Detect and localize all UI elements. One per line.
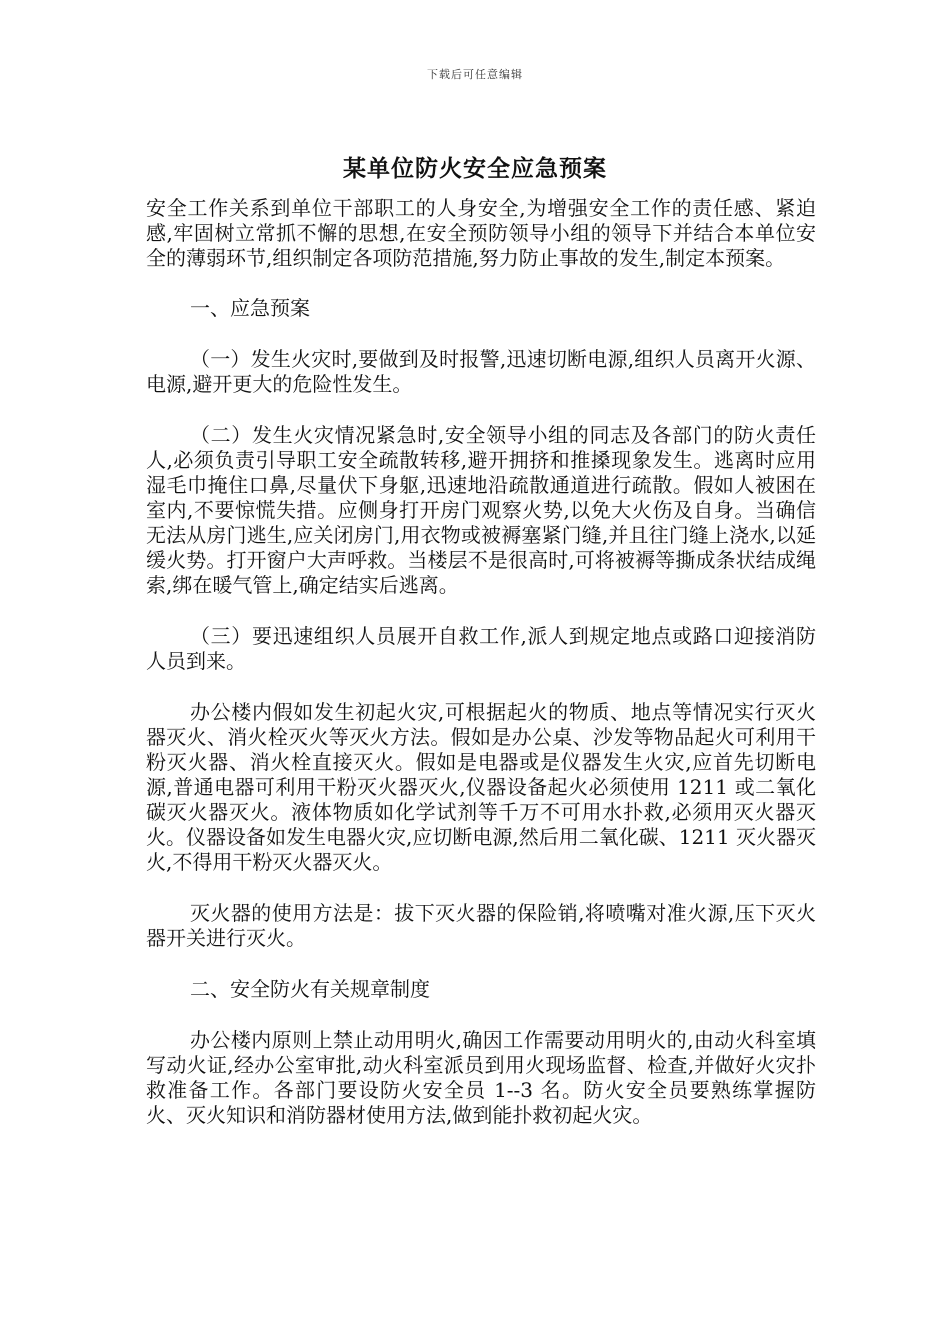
- header-note: 下载后可任意编辑: [427, 68, 523, 81]
- rules-paragraph: 办公楼内原则上禁止动用明火,确因工作需要动用明火的,由动火科室填写动火证,经办公室审批,动火科室派员到用火现场监督、检查,并做好火灾扑救准备工作。各部门要设防火安全员 1--3 名。防火安全员要熟练掌握防火、灭火知识和消防器材使用方法,做到能扑救初起火灾。: [146, 1028, 816, 1127]
- intro-paragraph: 安全工作关系到单位干部职工的人身安全,为增强安全工作的责任感、紧迫感,牢固树立常抓不懈的思想,在安全预防领导小组的领导下并结合本单位安全的薄弱环节,组织制定各项防范措施,努力防止事故的发生,制定本预案。: [146, 196, 816, 270]
- document-title: 某单位防火安全应急预案: [343, 155, 607, 182]
- item-1-paragraph: （一）发生火灾时,要做到及时报警,迅速切断电源,组织人员离开火源、电源,避开更大的危险性发生。: [146, 347, 816, 396]
- section-2-heading: 二、安全防火有关规章制度: [190, 977, 430, 1001]
- item-3-paragraph: （三）要迅速组织人员展开自救工作,派人到规定地点或路口迎接消防人员到来。: [146, 624, 816, 673]
- section-1-heading: 一、应急预案: [190, 296, 310, 320]
- extinguisher-usage-paragraph: 灭火器的使用方法是：拔下灭火器的保险销,将喷嘴对准火源,压下灭火器开关进行灭火。: [146, 901, 816, 950]
- document-body: [146, 196, 816, 1154]
- item-2-paragraph: （二）发生火灾情况紧急时,安全领导小组的同志及各部门的防火责任人,必须负责引导职工安全疏散转移,避开拥挤和推搡现象发生。逃离时应用湿毛巾掩住口鼻,尽量伏下身躯,迅速地沿疏散通道进行疏散。假如人被困在室内,不要惊慌失措。应侧身打开房门观察火势,以免大火伤及自身。当确信无法从房门逃生,应关闭房门,用衣物或被褥塞紧门缝,并且往门缝上浇水,以延缓火势。打开窗户大声呼救。当楼层不是很高时,可将被褥等撕成条状结成绳索,绑在暖气管上,确定结实后逃离。: [146, 423, 816, 597]
- office-fire-paragraph: 办公楼内假如发生初起火灾,可根据起火的物质、地点等情况实行灭火器灭火、消火栓灭火等灭火方法。假如是办公桌、沙发等物品起火可利用干粉灭火器、消火栓直接灭火。假如是电器或是仪器发生火灾,应首先切断电源,普通电器可利用干粉灭火器灭火,仪器设备起火必须使用 1211 或二氧化碳灭火器灭火。液体物质如化学试剂等千万不可用水扑救,必须用灭火器灭火。仪器设备如发生电器火灾,应切断电源,然后用二氧化碳、1211 灭火器灭火,不得用干粉灭火器灭火。: [146, 700, 816, 874]
